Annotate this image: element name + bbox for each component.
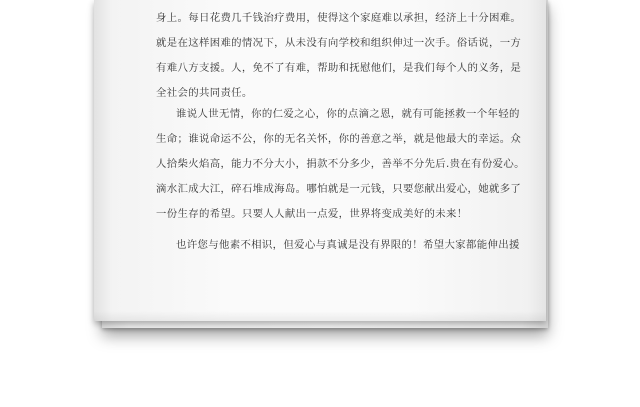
document-page [94,0,546,321]
paragraph-line: 也许您与他素不相识，但爱心与真诚是没有界限的！希望大家都能伸出援 [176,239,520,251]
paragraph-line: 身上。每日花费几千钱治疗费用，使得这个家庭难以承担，经济上十分困难。 [156,12,522,24]
paragraph-line: 一份生存的希望。只要人人献出一点爱，世界将变成美好的未来！ [156,208,468,220]
paragraph-line: 谁说人世无情，你的仁爱之心，你的点滴之恩，就有可能拯救一个年轻的 [176,108,520,120]
paragraph-2 [156,102,525,227]
paragraph-line: 滴水汇成大江，碎石堆成海岛。哪怕就是一元钱，只要您献出爱心，她就多了 [156,183,522,195]
paragraph-line: 人拾柴火焰高，能力不分大小，捐款不分多少，善举不分先后.贵在有份爱心。 [156,158,525,170]
paragraph-1 [156,6,522,106]
paragraph-line: 全社会的共同责任。 [156,87,253,99]
paragraph-line: 就是在这样困难的情况下，从未没有向学校和组织伸过一次手。俗话说，一方 [156,37,522,49]
paragraph-line: 生命；谁说命运不公，你的无名关怀，你的善意之举，就是他最大的幸运。众 [156,133,522,145]
paragraph-3 [156,233,520,258]
paragraph-line: 有难八方支援。人，免不了有难，帮助和抚慰他们，是我们每个人的义务，是 [156,62,522,74]
